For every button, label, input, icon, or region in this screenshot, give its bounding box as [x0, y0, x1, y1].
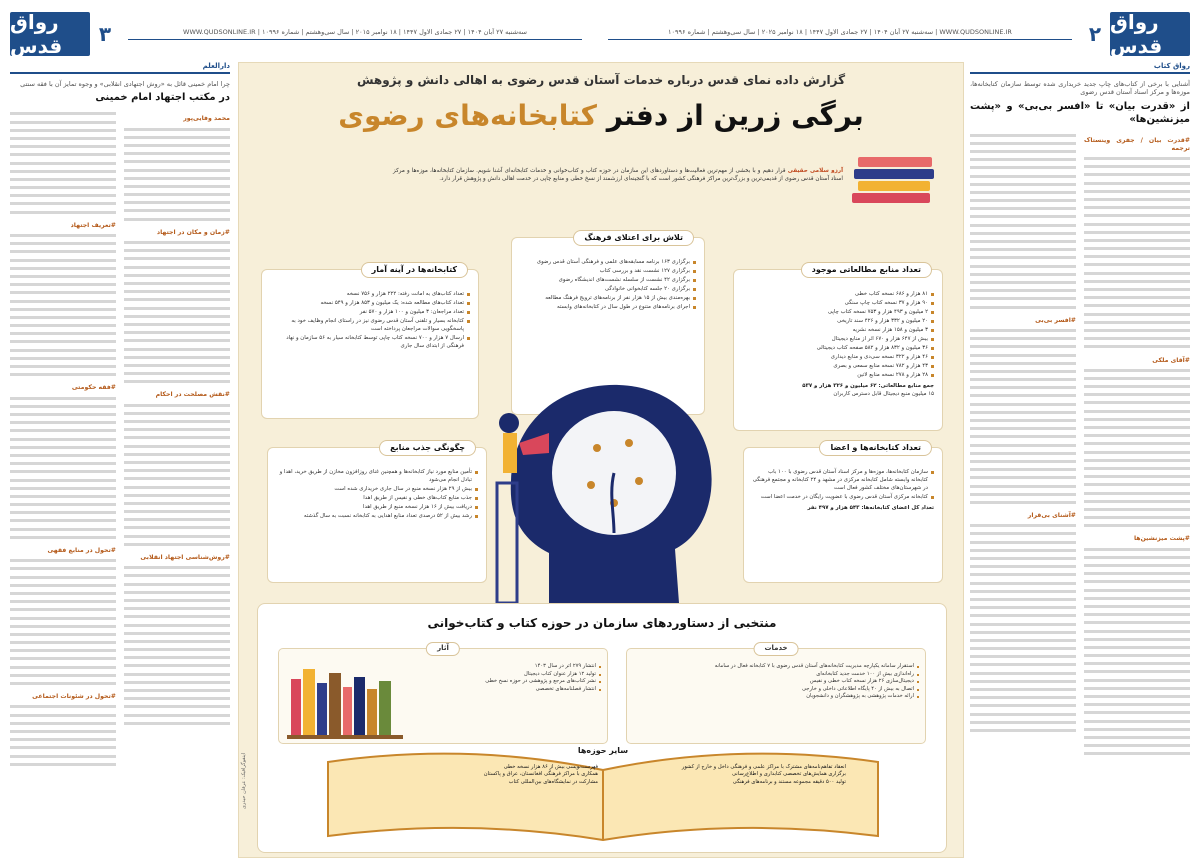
books-stack-icon: [848, 153, 948, 213]
acquisition-box: [267, 443, 487, 583]
list-item: ۳۶ میلیون و ۸۳۲ هزار و ۵۸۲ صفحه کتاب دیجیتالی: [742, 344, 934, 352]
resources-total: جمع منابع مطالعاتی: ۶۲ میلیون و ۳۲۶ هزار و ۵۳۷: [802, 383, 934, 389]
list-item: انعقاد تفاهم‌نامه‌های مشترک با مراکز علمی و فرهنگی داخل و خارج از کشور: [681, 764, 846, 770]
list-item: اجرای برنامه‌های متنوع در طول سال در کتابخانه‌های وابسته: [520, 303, 696, 311]
list-item: کتابخانه بسیار و تلفنی آستان قدس رضوی نیز در راستای انجام وظایف خود به پاسخگویی سوالات مراجعان پرداخته است: [270, 317, 470, 333]
list-item: بیش از ۶۴۷ هزار و ۶۷۰ اثر از منابع دیجیتال: [742, 335, 934, 343]
list-item: ۸۱ هزار و ۶۸۶ نسخه کتاب خطی: [742, 290, 934, 298]
list-item: ارائه خدمات پژوهشی به پژوهشگران و دانشجویان: [633, 693, 919, 701]
list-item: برگزاری ۱۲۷ نشست نقد و بررسی کتاب: [520, 267, 696, 275]
list-item: برگزاری ۴۲ نشست از سلسله نشست‌های اندیشگاه رضوی: [520, 276, 696, 284]
list-item: همکاری با مراکز فرهنگی افغانستان، عراق و پاکستان: [483, 771, 598, 778]
list-item: ۳ میلیون و ۱۵۸ هزار نسخه نشریه: [742, 326, 934, 334]
list-item: ۲ میلیون و ۴۹۳ هزار و ۷۵۳ نسخه کتاب چاپی: [742, 308, 934, 316]
list-item: تولید ۱۲ هزار عنوان کتاب دیجیتال: [409, 671, 601, 679]
services-title: خدمات: [753, 642, 798, 656]
list-item: برگزاری همایش‌های تخصصی کتابداری و اطلاع‌رسانی: [731, 771, 846, 778]
infographic: [238, 62, 964, 858]
list-item: ارسال ۷ هزار و ۷۰۰ نسخه کتاب چاپی توسط کتابخانه سیار به ۵۶ سازمان و نهاد فرهنگی از ابتدای سال جاری: [270, 334, 470, 350]
list-item: ۹۰ هزار و ۳۷ نسخه کتاب چاپ سنگی: [742, 299, 934, 307]
other-list-left: [358, 764, 598, 786]
article-subhead: #افسر بی‌بی: [1035, 316, 1076, 324]
list-item: فهرست‌نویسی بیش از ۸۶ هزار نسخه خطی: [503, 764, 598, 770]
infographic-credit: اینفوگرافیک: عرفان حیدری: [241, 753, 247, 810]
list-item: تأمین منابع مورد نیاز کتابخانه‌ها و همچنین غنای روزافزون مخازن از طریق خرید، اهدا و تبادل انجام می‌شود: [276, 468, 478, 484]
list-item: نشر کتاب‌های مرجع و پژوهشی در حوزه نسخ خطی: [409, 678, 601, 686]
section-tag: دارالعلم: [10, 62, 230, 74]
article-subhead: #قدرت بیان / جفری وینستاک ترجمه: [1084, 136, 1190, 152]
masthead-meta: WWW.QUDSONLINE.IR | سه‌شنبه ۲۷ آبان ۱۴۰۴ | ۲۷ جمادی الاول ۱۴۴۷ | ۱۸ نوامبر ۲۰۱۵ | سال سی‌وهشتم | شماره ۱۰۹۹۶: [128, 28, 582, 40]
achievements-title: منتخبی از دستاوردهای سازمان در حوزه کتاب و کتاب‌خوانی: [427, 616, 777, 630]
bookshelf-icon: [287, 659, 403, 739]
list-item: جذب منابع کتاب‌های خطی و نفیس از طریق اهدا: [276, 494, 478, 502]
left-column-article: [10, 62, 230, 858]
achievements-panel: [257, 603, 947, 853]
list-item: بهره‌مندی بیش از ۱۵ هزار نفر از برنامه‌های ترویج فرهنگ مطالعه: [520, 294, 696, 302]
list-item: بیش از ۲۹ هزار نسخه منبع در سال جاری خریداری شده است: [276, 485, 478, 493]
list-item: تعداد کتاب‌های مطالعه شده: یک میلیون و ۸۵۳ هزار و ۵۴۹ نسخه: [270, 299, 470, 307]
article-body: [10, 110, 230, 769]
list-item: برگزاری ۲۰ جلسه کتابخوانی خانوادگی: [520, 285, 696, 293]
list-item: تولید ۵۰۰ دقیقه مجموعه مستند و برنامه‌های فرهنگی: [732, 778, 846, 785]
libraries-members-box: [743, 443, 943, 583]
statistics-box: [261, 265, 479, 419]
page-number: ۲: [1088, 22, 1102, 46]
section-tag: رواق کتاب: [970, 62, 1190, 74]
works-box: [278, 644, 608, 744]
title-main: برگی زرین از دفتر: [596, 99, 864, 132]
list-item: رشد بیش از ۵۲ درصدی تعداد منابع اهدایی به کتابخانه نسبت به سال گذشته: [276, 512, 478, 520]
title-accent: کتابخانه‌های رضوی: [338, 99, 597, 132]
page-number: ۳: [98, 22, 112, 46]
person-icon: [499, 413, 519, 433]
infographic-title: [239, 99, 963, 132]
intro-text: قرار دهیم و با بخشی از مهم‌ترین فعالیت‌ها و دستاوردهای این سازمان در حوزه کتاب و کتاب‌خوانی و خدمات کتابخانه‌ای آشنا شویم. سازمان کتابخانه‌ها، موزه‌ها و مرکز اسناد آستان قدس رضوی از قدیمی‌ترین و بزرگ‌ترین مراکز فرهنگی کشور است که با گنجینه‌ای ارزشمند از نسخ خطی و منابع چاپی در خدمت اهالی دانش و پژوهش قرار دارد.: [393, 168, 843, 182]
members-total: تعداد کل اعضای کتابخانه‌ها: ۵۴۳ هزار و ۴۹۷ نفر: [807, 505, 934, 511]
article-subhead: #فقه حکومتی: [71, 384, 116, 392]
list-item: استقرار سامانه یکپارچه مدیریت کتابخانه‌های آستان قدس رضوی با ۷ کتابخانه فعال در سامانه: [633, 663, 919, 671]
article-subhead: #تعریف اجتهاد: [70, 221, 116, 229]
masthead-left: [10, 8, 590, 60]
article-body: [970, 132, 1190, 759]
box-title: تعداد کتابخانه‌ها و اعضا: [819, 440, 932, 456]
article-subhead: #روش‌شناسی اجتهاد انقلابی: [140, 554, 230, 562]
infographic-intro: [393, 167, 843, 183]
article-subhead: #تحول در شئونات اجتماعی: [32, 693, 116, 701]
article-subhead: #آقای ملکی: [1152, 356, 1190, 364]
other-list-right: [606, 764, 846, 786]
list-item: ۴۳ هزار و ۷۸۲ نسخه منابع سمعی و بصری: [742, 362, 934, 370]
article-kicker: چرا امام خمینی قائل به «روش اجتهادی انقلابی» و وجوه تمایز آن با فقه سنتی: [20, 80, 230, 89]
list-item: تعداد مراجعان: ۳ میلیون و ۱۰۰ هزار و ۵۷۰ نفر: [270, 308, 470, 316]
list-item: برگزاری ۱۶۳ برنامه مسابقه‌های علمی و فرهنگی آستان قدس رضوی: [520, 258, 696, 266]
other-title: سایر حوزه‌ها: [577, 746, 629, 755]
list-item: دیجیتال‌سازی ۲۶ هزار نسخه کتاب خطی و نفیس: [633, 678, 919, 686]
article-subhead: #تحول در منابع فقهی: [47, 547, 116, 554]
list-item: کتابخانه مرکزی آستان قدس رضوی با عضویت رایگان در خدمت اعضا است: [752, 493, 934, 501]
list-item: مشارکت در نمایشگاه‌های بین‌المللی کتاب: [508, 778, 598, 785]
right-column-article: [970, 62, 1190, 858]
list-item: ۲۸ هزار و ۲۷۸ نسخه منابع لاتین: [742, 371, 934, 379]
intro-author: آرزو سلامی حقیقی: [787, 168, 843, 174]
list-item: دریافت بیش از ۱۶ هزار نسخه منبع از طریق اهدا: [276, 503, 478, 511]
article-subhead: #آشنای بی‌قرار: [1027, 512, 1076, 520]
list-item: ۲۰ میلیون و ۳۳۲ هزار و ۴۲۶ سند تاریخی: [742, 317, 934, 325]
box-title: کتابخانه‌ها در آینه آمار: [361, 262, 468, 278]
article-subhead: #نقش مصلحت در احکام: [155, 391, 230, 399]
newspaper-logo: رواق قدس: [1110, 12, 1190, 56]
list-item: سازمان کتابخانه‌ها، موزه‌ها و مرکز اسناد آستان قدس رضوی با ۱۰۰ باب کتابخانه وابسته شامل کتابخانه مرکزی در مشهد و ۲۴ کتابخانه و مجتمع فرهنگی در شهرستان‌های مختلف کشور فعال است: [752, 468, 934, 492]
list-item: ۴۶ هزار و ۳۲۲ نسخه سی‌دی و منابع دیداری: [742, 353, 934, 361]
list-item: راه‌اندازی بیش از ۱۰۰ خدمت جدید کتابخانه‌ای: [633, 671, 919, 679]
article-title: از «قدرت بیان» تا «افسر بی‌بی» و «پشت میزنشین‌ها»: [970, 100, 1190, 125]
article-kicker: آشنایی با برخی از کتاب‌های چاپ جدید خریداری شده توسط سازمان کتابخانه‌ها، موزه‌ها و مرکز اسناد آستان قدس رضوی: [970, 80, 1190, 97]
head-illustration-icon: [479, 363, 729, 603]
article-subhead: #زمان و مکان در اجتهاد: [156, 228, 230, 236]
list-item: انتشار ۲۷۹ اثر در سال ۱۴۰۳: [409, 663, 601, 671]
box-title: تلاش برای اعتلای فرهنگ: [573, 230, 694, 246]
article-author: محمد وفایی‌پور: [183, 115, 230, 123]
services-box: [626, 644, 926, 744]
list-item: انتشار فصلنامه‌های تخصصی: [409, 686, 601, 694]
article-title: در مکتب اجتهاد امام خمینی: [95, 92, 230, 104]
list-item: اتصال به بیش از ۴۰ پایگاه اطلاعاتی داخلی و خارجی: [633, 686, 919, 694]
infographic-kicker: گزارش داده نمای قدس درباره خدمات آستان قدس رضوی به اهالی دانش و پژوهش: [356, 73, 846, 87]
works-title: آثار: [426, 642, 460, 656]
resources-digital: ۱۵ میلیون منبع دیجیتال قابل دسترس کاربران: [833, 391, 934, 397]
resources-box: [733, 265, 943, 431]
list-item: تعداد کتاب‌های به امانت رفته: ۲۲۲ هزار و ۷۵۶ نسخه: [270, 290, 470, 298]
masthead-meta: سه‌شنبه ۲۷ آبان ۱۴۰۴ | ۲۷ جمادی الاول ۱۴۴۷ | ۱۸ نوامبر ۲۰۲۵ | سال سی‌وهشتم | شماره ۱۰۹۹۶ | WWW.QUDSONLINE.IR: [608, 28, 1072, 40]
masthead-right: [600, 8, 1190, 60]
article-subhead: #پشت میزنشین‌ها: [1133, 535, 1190, 543]
box-title: چگونگی جذب منابع: [379, 440, 476, 456]
box-title: تعداد منابع مطالعاتی موجود: [801, 262, 932, 278]
newspaper-logo: رواق قدس: [10, 12, 90, 56]
